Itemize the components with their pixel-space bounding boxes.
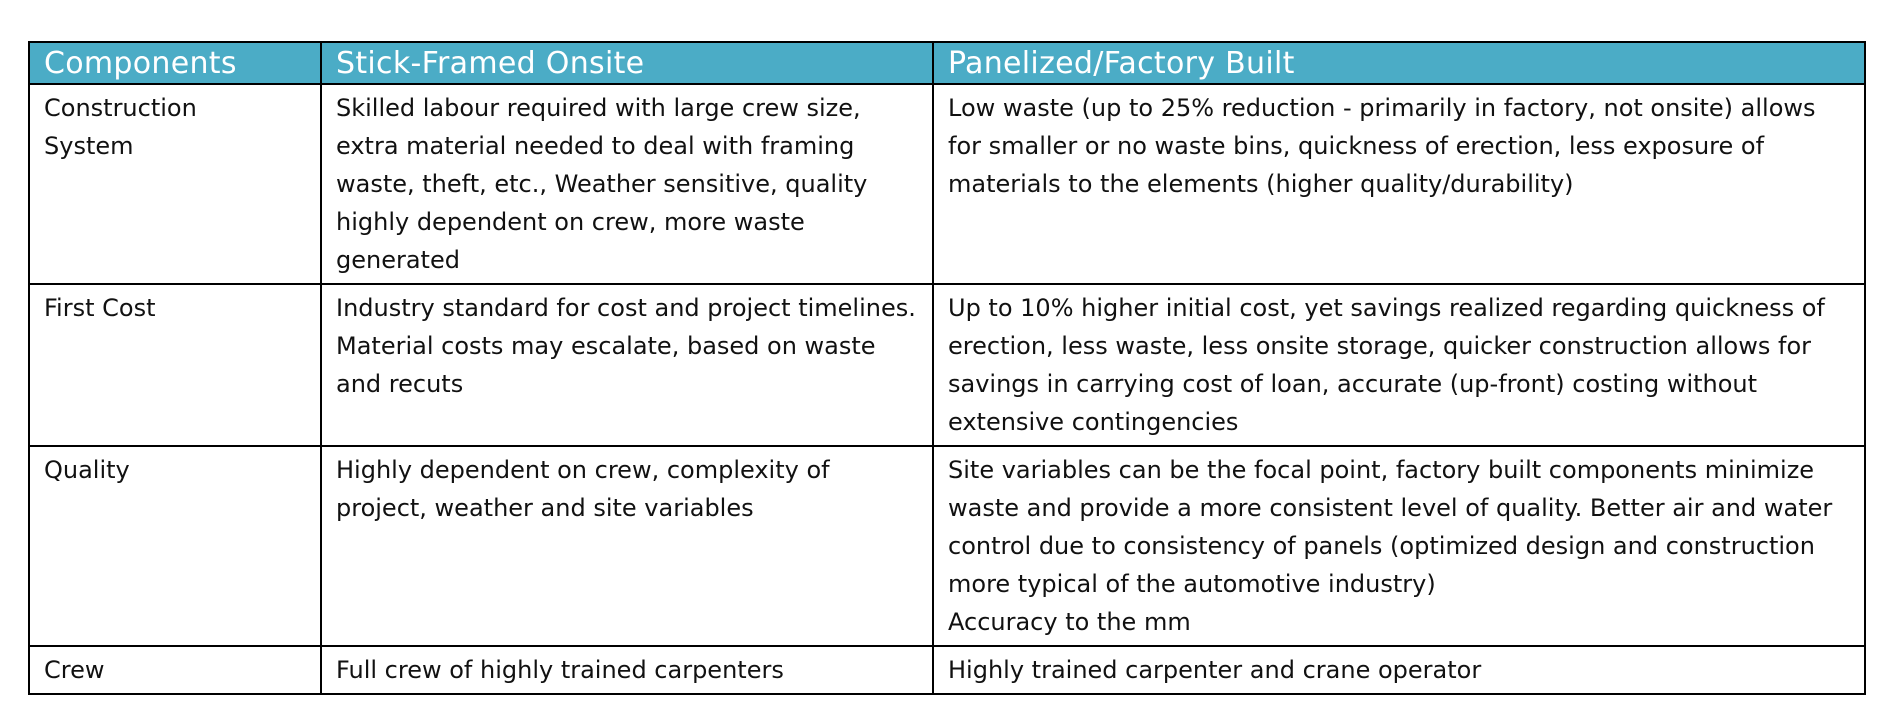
row-stick-framed-cell: Highly dependent on crew, complexity of project, weather and site variables xyxy=(321,446,933,646)
table-header-row xyxy=(29,42,1865,84)
comparison-table xyxy=(28,41,1866,695)
header-stick-framed-onsite: Stick-Framed Onsite xyxy=(321,42,933,84)
row-component-construction-system: Construction System xyxy=(29,84,321,284)
comparison-table-container xyxy=(28,41,1864,695)
row-stick-framed-cell: Industry standard for cost and project timelines. Material costs may escalate, based on waste and recuts xyxy=(321,284,933,446)
table-row xyxy=(29,84,1865,284)
row-component-quality: Quality xyxy=(29,446,321,646)
table-row xyxy=(29,446,1865,646)
row-panelized-cell: Site variables can be the focal point, factory built components minimize waste and provide a more consistent level of quality. Better air and water control due to consistency of panels (optimized design and construction more typical of the automotive industry) Accuracy to the mm xyxy=(933,446,1865,646)
table-row xyxy=(29,284,1865,446)
row-component-crew: Crew xyxy=(29,646,321,694)
row-stick-framed-cell: Skilled labour required with large crew size, extra material needed to deal with framing waste, theft, etc., Weather sensitive, quality highly dependent on crew, more waste generated xyxy=(321,84,933,284)
row-panelized-cell: Highly trained carpenter and crane operator xyxy=(933,646,1865,694)
header-panelized-factory-built: Panelized/Factory Built xyxy=(933,42,1865,84)
header-components: Components xyxy=(29,42,321,84)
row-component-first-cost: First Cost xyxy=(29,284,321,446)
table-row xyxy=(29,646,1865,694)
row-panelized-cell: Up to 10% higher initial cost, yet savings realized regarding quickness of erection, less waste, less onsite storage, quicker construction allows for savings in carrying cost of loan, accurate (up-front) costing without extensive contingencies xyxy=(933,284,1865,446)
row-stick-framed-cell: Full crew of highly trained carpenters xyxy=(321,646,933,694)
row-panelized-cell: Low waste (up to 25% reduction - primarily in factory, not onsite) allows for smaller or no waste bins, quickness of erection, less exposure of materials to the elements (higher quality/durability) xyxy=(933,84,1865,284)
